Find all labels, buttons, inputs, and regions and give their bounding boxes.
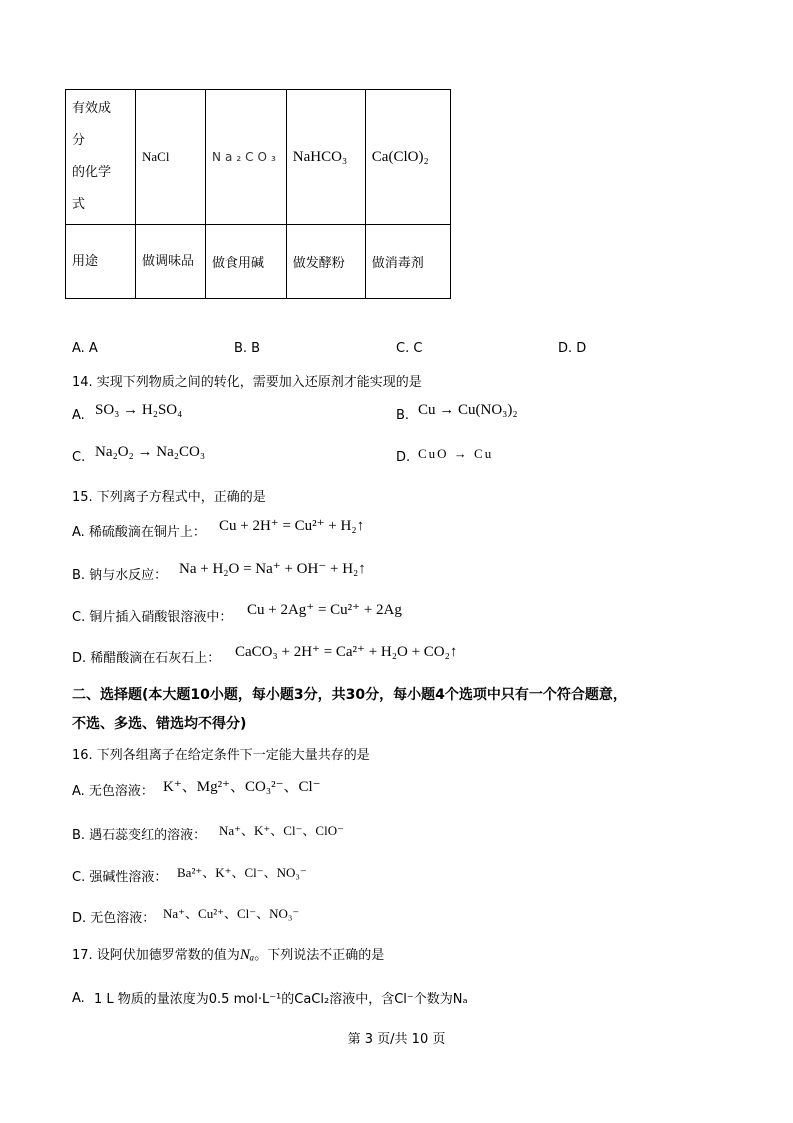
table-cell: 做发酵粉 <box>286 225 365 299</box>
q15-option-c: Cu + 2Ag⁺ = Cu²⁺ + 2Ag <box>247 602 402 618</box>
q14-option-c-label[interactable]: C. <box>72 450 86 465</box>
q16-option-b: Na⁺、K⁺、Cl⁻、ClO⁻ <box>219 823 344 838</box>
q13-option-a[interactable]: A. A <box>72 341 98 356</box>
q14-option-a: SO₃ → H₂SO₄ <box>95 402 183 418</box>
q15-option-c-label[interactable]: C. 铜片插入硝酸银溶液中： <box>72 610 233 625</box>
page-footer: 第 3 页/共 10 页 <box>347 1032 446 1047</box>
header-line: 式 <box>72 197 86 212</box>
q15-stem: 15. 下列离子方程式中，正确的是 <box>72 490 266 505</box>
table-cell: Na₂CO₃ <box>206 90 287 225</box>
table-cell: NaCl <box>136 90 206 225</box>
header-line: 分 <box>72 133 86 148</box>
avogadro-symbol: Nₐ <box>239 947 255 963</box>
q14-option-b: Cu → Cu(NO₃)₂ <box>418 402 518 418</box>
q14-option-c: Na₂O₂ → Na₂CO₃ <box>95 444 206 460</box>
q14-option-d-label[interactable]: D. <box>396 450 411 465</box>
table-row <box>66 225 451 299</box>
q16-option-b-label[interactable]: B. 遇石蕊变红的溶液： <box>72 828 207 843</box>
q14-option-a-label[interactable]: A. <box>72 408 85 423</box>
q15-option-d-label[interactable]: D. 稀醋酸滴在石灰石上： <box>72 651 221 666</box>
q15-option-b-label[interactable]: B. 钠与水反应： <box>72 568 168 583</box>
q13-option-b[interactable]: B. B <box>234 341 261 356</box>
q15-option-a-label[interactable]: A. 稀硫酸滴在铜片上： <box>72 525 206 540</box>
table-row <box>66 90 451 225</box>
q14-option-b-label[interactable]: B. <box>396 408 410 423</box>
q16-option-c-label[interactable]: C. 强碱性溶液： <box>72 870 168 885</box>
table-cell: NaHCO₃ <box>286 90 365 225</box>
table-header-cell <box>66 90 136 225</box>
q16-option-c: Ba²⁺、K⁺、Cl⁻、NO₃⁻ <box>177 865 307 880</box>
table-cell: 做消毒剂 <box>365 225 450 299</box>
q16-option-a-label[interactable]: A. 无色溶液： <box>72 784 154 799</box>
q15-option-a: Cu + 2H⁺ = Cu²⁺ + H₂↑ <box>219 518 365 534</box>
q13-option-c[interactable]: C. C <box>396 341 423 356</box>
q17-option-a-label[interactable]: A. <box>72 991 85 1006</box>
q16-stem: 16. 下列各组离子在给定条件下一定能大量共存的是 <box>72 748 370 763</box>
q16-option-d-label[interactable]: D. 无色溶液： <box>72 911 156 926</box>
q15-option-b: Na + H₂O = Na⁺ + OH⁻ + H₂↑ <box>179 561 366 577</box>
table-cell: Ca(ClO)₂ <box>365 90 450 225</box>
q13-option-d[interactable]: D. D <box>558 341 587 356</box>
header-line: 有效成 <box>72 101 112 116</box>
q17-stem <box>72 944 384 964</box>
q16-option-a: K⁺、Mg²⁺、CO₃²⁻、Cl⁻ <box>163 779 321 795</box>
q14-stem: 14. 实现下列物质之间的转化，需要加入还原剂才能实现的是 <box>72 375 422 390</box>
q14-option-d: CuO → Cu <box>418 446 494 461</box>
table-cell: 做食用碱 <box>206 225 287 299</box>
q17-stem-suffix: 。下列说法不正确的是 <box>254 948 385 963</box>
section-heading: 二、选择题(本大题10小题，每小题3分，共30分，每小题4个选项中只有一个符合题意， <box>72 687 627 703</box>
q16-option-d: Na⁺、Cu²⁺、Cl⁻、NO₃⁻ <box>163 906 300 921</box>
q15-option-d: CaCO₃ + 2H⁺ = Ca²⁺ + H₂O + CO₂↑ <box>235 644 458 660</box>
q17-option-a: 1 L 物质的量浓度为0.5 mol·L⁻¹的CaCl₂溶液中，含Cl⁻个数为Nₐ <box>94 992 468 1007</box>
table-header-cell: 用途 <box>66 225 136 299</box>
table-cell: 做调味品 <box>136 225 206 299</box>
section-heading-cont: 不选、多选、错选均不得分) <box>72 716 247 732</box>
substance-table <box>65 89 451 299</box>
q17-stem-prefix: 17. 设阿伏加德罗常数的值为 <box>72 948 240 963</box>
header-line: 的化学 <box>72 165 112 180</box>
